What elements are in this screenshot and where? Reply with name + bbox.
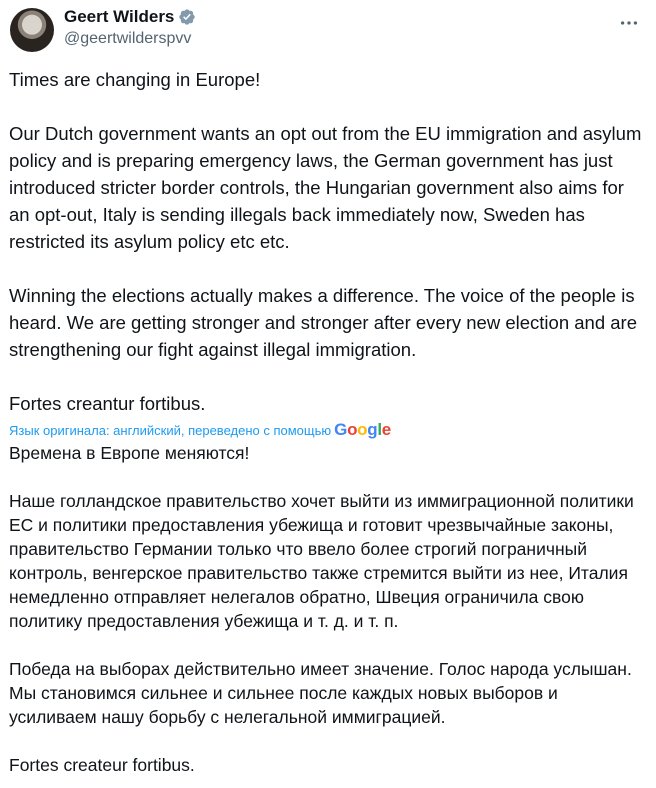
translation-notice-text: Язык оригинала: английский, переведено с помощью: [9, 422, 332, 438]
tweet-text: [9, 66, 649, 417]
translated-paragraph: Времена в Европе меняются!: [9, 443, 250, 463]
translated-text: [9, 441, 649, 777]
avatar[interactable]: [10, 8, 54, 52]
translated-paragraph: Наше голландское правительство хочет выйти из иммиграционной политики ЕС и политики предоставления убежища и готовит чрезвычайные законы, правительство Германии только что ввело более строгий пограничный контроль, венгерское правительство также стремится выйти из нее, Италия немедленно отправляет нелегалов обратно, Швеция ограничила свою политику предоставления убежища и т. д. и т. п.: [9, 491, 634, 631]
tweet-paragraph: Winning the elections actually makes a difference. The voice of the people is heard. We are getting stronger and stronger after every new election and are strengthening our fight against illegal immigration.: [9, 285, 637, 360]
google-logo: Google: [334, 420, 391, 439]
tweet-paragraph: Fortes creantur fortibus.: [9, 393, 206, 414]
translated-paragraph: Fortes createur fortibus.: [9, 755, 195, 775]
tweet-paragraph: Our Dutch government wants an opt out from the EU immigration and asylum policy and is preparing emergency laws, the German government has just introduced stricter border controls, the Hungarian government also aims for an opt-out, Italy is sending illegals back immediately now, Sweden has restricted its asylum policy etc etc.: [9, 123, 642, 252]
translated-paragraph: Победа на выборах действительно имеет значение. Голос народа услышан. Мы становимся сильнее и сильнее после каждых новых выборов и усиливаем нашу борьбу с нелегальной иммиграцией.: [9, 659, 632, 727]
author-handle[interactable]: @geertwilderspvv: [64, 30, 192, 47]
tweet-paragraph: Times are changing in Europe!: [9, 69, 261, 90]
author-display-name[interactable]: Geert Wilders: [64, 7, 175, 26]
author-names: [64, 6, 196, 48]
verified-badge-icon: [178, 8, 196, 26]
translation-notice[interactable]: [9, 420, 391, 440]
more-options-icon[interactable]: [618, 12, 640, 34]
tweet-header: [10, 6, 646, 54]
